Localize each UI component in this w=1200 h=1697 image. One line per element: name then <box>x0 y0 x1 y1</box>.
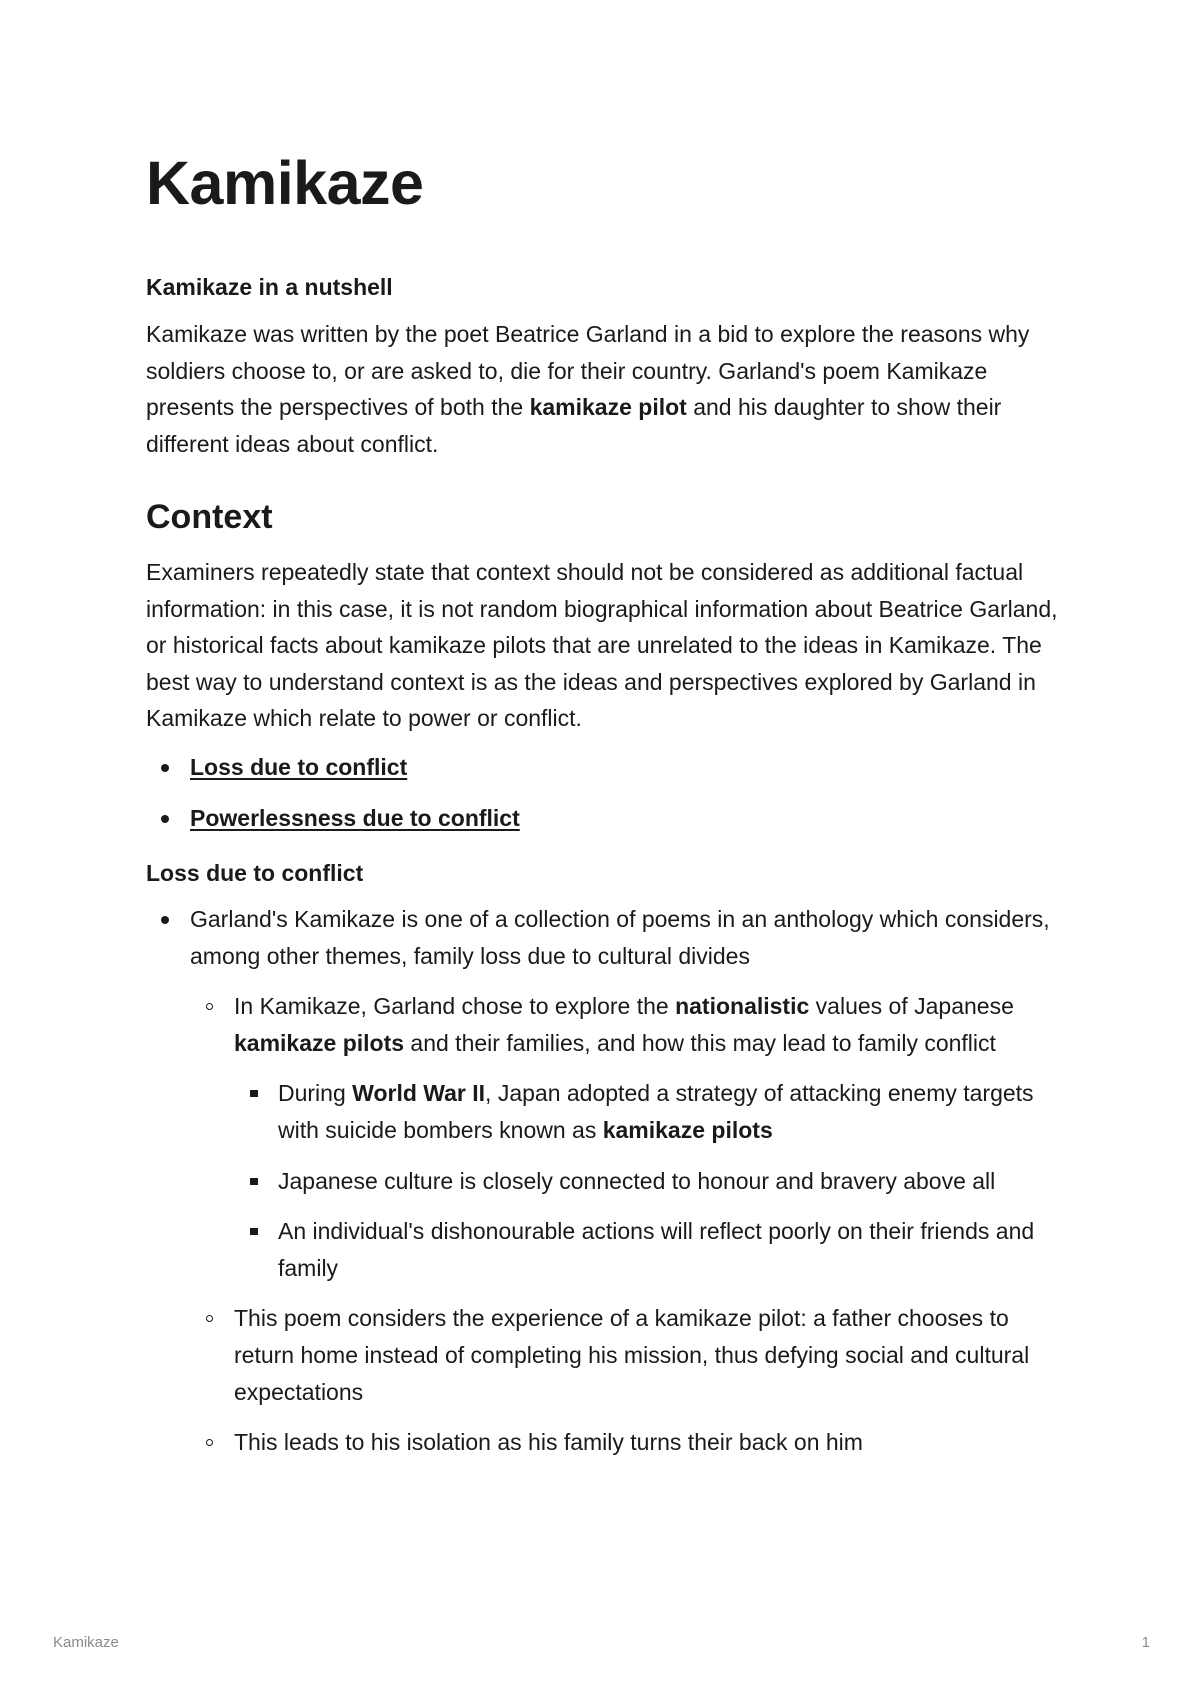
context-link-list <box>190 749 1050 850</box>
list-item <box>278 1075 1066 1148</box>
list-item: An individual's dishonourable actions will reflect poorly on their friends and family <box>278 1213 1066 1286</box>
bold-term: World War II <box>352 1080 486 1107</box>
list-item: This poem considers the experience of a kamikaze pilot: a father chooses to return home instead of completing his mission, thus defying social and cultural expectations <box>234 1300 1066 1410</box>
page-number: 1 <box>1141 1634 1150 1651</box>
nested-list <box>234 988 1066 1461</box>
context-heading: Context <box>146 498 273 536</box>
link-powerlessness-due-to-conflict[interactable]: Powerlessness due to conflict <box>190 804 520 831</box>
text: During <box>278 1080 353 1107</box>
footer-label: Kamikaze <box>53 1634 119 1651</box>
nested-list-container <box>190 988 1066 1461</box>
bold-term: kamikaze pilots <box>602 1116 773 1143</box>
text: and their families, and how this may lead to family conflict <box>404 1029 996 1056</box>
nutshell-bold-term: kamikaze pilot <box>529 394 687 421</box>
list-item <box>190 800 1050 837</box>
nested-list-container <box>234 1075 1066 1286</box>
text: values of Japanese <box>809 993 1014 1020</box>
loss-section-list <box>190 901 1066 1461</box>
text: In Kamikaze, Garland chose to explore the <box>234 993 676 1020</box>
list-item <box>190 749 1050 786</box>
bold-term: kamikaze pilots <box>234 1029 405 1056</box>
bold-term: nationalistic <box>675 993 810 1020</box>
list-item <box>234 988 1066 1061</box>
list-item: This leads to his isolation as his family turns their back on him <box>234 1424 1066 1461</box>
nutshell-text: Kamikaze was written by the poet Beatrice Garland in a bid to explore the reasons why soldiers choose to, or are asked to, die for their country. Garland's poem Kamikaze presents the perspectives of both the <box>146 321 1030 421</box>
link-loss-due-to-conflict[interactable]: Loss due to conflict <box>190 754 408 780</box>
page-title: Kamikaze <box>146 149 424 217</box>
context-paragraph: Examiners repeatedly state that context should not be considered as additional factual information: in this case, it is not random biographical information about Beatrice Garland, or historical facts about kamikaze pilots that are unrelated to the ideas in Kamikaze. The best way to understand context is as the ideas and perspectives explored by Garland in Kamikaze which relate to power or conflict. <box>146 559 1058 732</box>
loss-section-heading: Loss due to conflict <box>146 860 364 886</box>
text: , Japan adopted a strategy of attacking enemy targets with suicide bombers known as <box>278 1080 1034 1143</box>
nutshell-paragraph <box>146 316 1066 462</box>
nested-list <box>278 1075 1066 1286</box>
nutshell-heading: Kamikaze in a nutshell <box>146 274 393 300</box>
list-item: Garland's Kamikaze is one of a collection of poems in an anthology which considers, among other themes, family loss due to cultural divides <box>190 901 1066 974</box>
nutshell-text-end: and his daughter to show their different ideas about conflict. <box>146 394 1002 457</box>
list-item: Japanese culture is closely connected to honour and bravery above all <box>278 1163 1066 1200</box>
